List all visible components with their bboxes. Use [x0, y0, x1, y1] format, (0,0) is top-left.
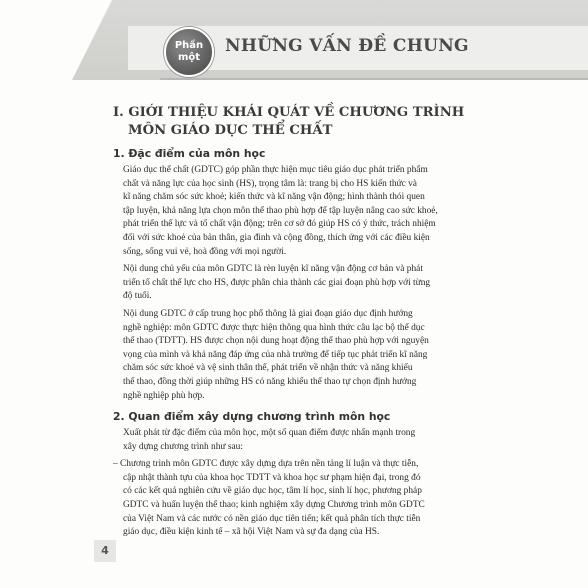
text-line: cập nhật thành tựu của khoa học TDTT và khoa học sư phạm hiện đại, trong đó	[123, 472, 421, 483]
bullet-item	[113, 458, 563, 540]
chapter-title: NHỮNG VẤN ĐỀ CHUNG	[225, 36, 469, 56]
subsection-2-title: 2. Quan điểm xây dựng chương trình môn học	[113, 410, 391, 424]
text-line: thể thao (TDTT). HS được chọn nội dung hoạt động thể thao phù hợp với nguyện	[123, 336, 429, 347]
text-line: kĩ năng chăm sóc sức khoẻ; kiến thức và kĩ năng vận động; hình thành thói quen	[123, 192, 425, 203]
text-line: thể thao, đồng thời giúp những HS có năng khiếu thể thao tự chọn định hướng	[123, 376, 417, 387]
text-line: Nội dung GDTC ở cấp trung học phổ thông là giai đoạn giáo dục định hướng	[123, 308, 413, 319]
text-line: GDTC và huấn luyện thể thao; kinh nghiệm xây dựng Chương trình môn GDTC	[123, 500, 425, 511]
text-line: vọng của mình và khả năng đáp ứng của nhà trường để tiếp tục phát triển kĩ năng	[123, 349, 428, 360]
text-line: nghề nghiệp: môn GDTC được thực hiện thông qua hình thức câu lạc bộ thể dục	[123, 322, 425, 333]
section-title	[113, 104, 563, 140]
subsection-1-title: 1. Đặc điểm của môn học	[113, 147, 266, 160]
text-line: xây dựng chương trình như sau:	[123, 441, 243, 452]
header-divider	[160, 78, 588, 80]
text-line: đối với sức khoẻ của bản thân, gia đình và cộng đồng, thích ứng với các điều kiện	[123, 232, 430, 243]
paragraph-4	[113, 427, 563, 454]
text-line: – Chương trình môn GDTC được xây dựng dựa trên nền tảng lí luận và thực tiễn,	[113, 459, 419, 470]
header-corner-cut	[72, 0, 112, 80]
text-line: sống, sống vui vẻ, hoà đồng với mọi người.	[123, 246, 287, 257]
text-line: Nội dung chủ yếu của môn GDTC là rèn luyện kĩ năng vận động cơ bản và phát	[123, 264, 423, 275]
text-line: độ tuổi.	[123, 291, 152, 302]
part-badge	[164, 27, 214, 77]
paragraph-3	[113, 308, 563, 403]
section-title-line-1: I. GIỚI THIỆU KHÁI QUÁT VỀ CHƯƠNG TRÌNH	[113, 105, 465, 120]
text-line: triển tố chất thể lực cho HS, được phân chia thành các giai đoạn phù hợp với từng	[123, 277, 431, 288]
text-line: của Việt Nam và các nước có nền giáo dục tiên tiến; kết quả phân tích thực tiễn	[123, 513, 421, 524]
text-line: chăm sóc sức khoẻ và vệ sinh thân thể, phát triển về nhận thức và năng khiếu	[123, 363, 413, 374]
text-line: Xuất phát từ đặc điểm của môn học, một số quan điểm được nhấn mạnh trong	[123, 428, 416, 439]
paragraph-2	[113, 263, 563, 304]
text-line: giáo dục, điều kiện kinh tế – xã hội Việt Nam và sự đa dạng của HS.	[123, 527, 380, 538]
text-line: tập luyện, khả năng lựa chọn môn thể thao phù hợp để tập luyện nâng cao sức khoẻ,	[123, 205, 438, 216]
badge-line-1: Phần	[174, 40, 204, 51]
text-line: nghề nghiệp phù hợp.	[123, 390, 205, 401]
section-title-line-2: MÔN GIÁO DỤC THỂ CHẤT	[128, 123, 333, 138]
paragraph-1	[113, 164, 563, 259]
text-line: có các kết quả nghiên cứu về giáo dục học, tâm lí học, sinh lí học, phương pháp	[123, 486, 422, 497]
page-number: 4	[94, 540, 116, 562]
text-line: chất và năng lực của học sinh (HS), trọng tâm là: trang bị cho HS kiến thức và	[123, 178, 417, 189]
page-content	[113, 104, 563, 544]
text-line: Giáo dục thể chất (GDTC) góp phần thực hiện mục tiêu giáo dục phát triển phẩm	[123, 165, 428, 175]
text-line: phát triển thể lực và tố chất vận động; trên cơ sở đó giúp HS có ý thức, trách nhiệm	[123, 219, 436, 230]
badge-line-2: một	[177, 52, 201, 63]
